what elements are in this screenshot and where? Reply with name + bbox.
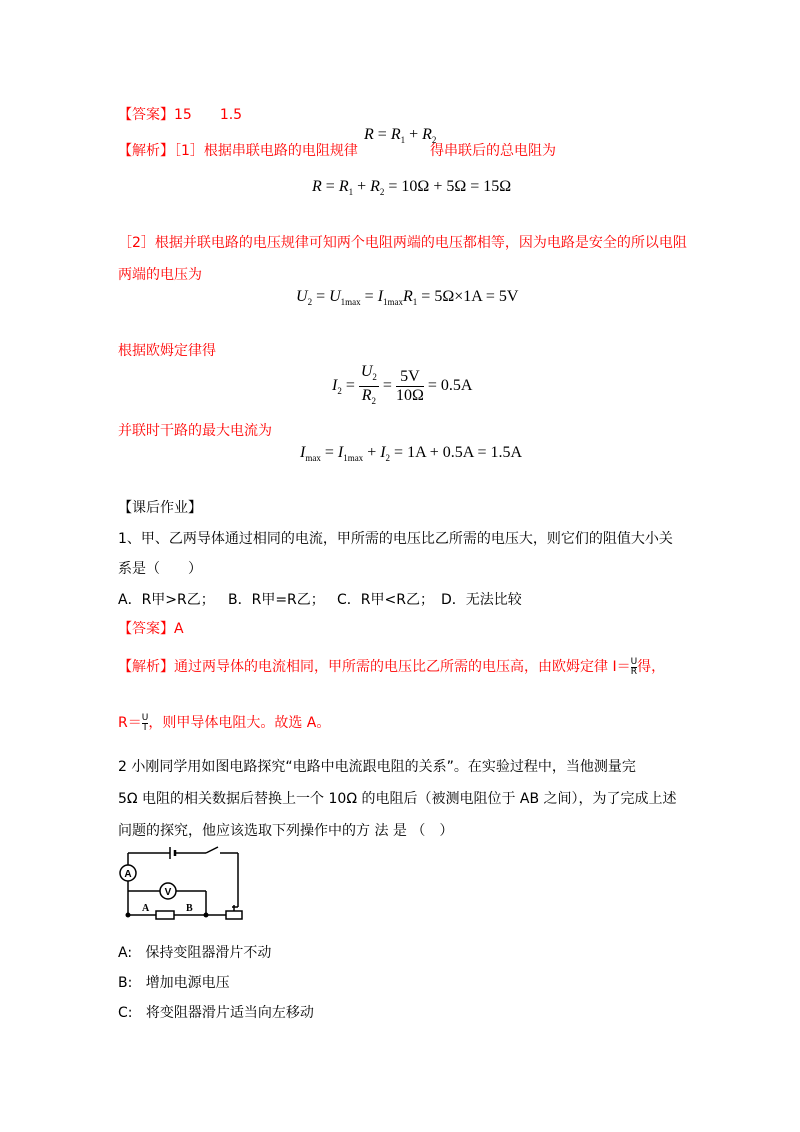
q2-line2: 5Ω 电阻的相关数据后替换上一个 10Ω 的电阻后（被测电阻位于 AB 之间），为了完成上述 (118, 791, 677, 807)
voltmeter-label: V (164, 887, 172, 898)
q2-line3: 问题的探究，他应该选取下列操作中的方 法 是 （ ） (118, 823, 454, 839)
circuit-diagram (118, 845, 258, 925)
formula-imax: $I_{max} = I_{1max} + I_2 = 1A + 0.5A = 1.5A$ (300, 444, 523, 463)
analysis-para2-line1: ［2］根据并联电路的电压规律可知两个电阻两端的电压都相等，因为电路是安全的所以电阻 (118, 235, 687, 251)
answer-tag: 【答案】 (118, 107, 174, 123)
formula-u2: $U_2 = U_{1max} = I_{1max}R_1 = 5\Omega\times 1A = 5V$ (296, 288, 519, 307)
answer-value: 15 1.5 (174, 107, 243, 123)
q1-answer-value: A (174, 621, 184, 637)
analysis-line-1 (118, 140, 358, 160)
formula-i2: $I_2$ = $\frac{U_2}{R_2}$ = $\frac{5V}{10\Omega}$ = 0.5A (332, 363, 473, 406)
answer-line (118, 104, 242, 124)
point-b-label: B (186, 903, 193, 914)
q1-line1: 1、甲、乙两导体通过相同的电流，甲所需的电压比乙所需的电压大，则它们的阻值大小关 (118, 531, 673, 547)
analysis-text-1b: 得串联后的总电阻为 (430, 143, 556, 159)
q2-option-b-key: B: (118, 975, 133, 991)
q1-answer (118, 618, 184, 638)
formula-total-resistance: $R = R_1 + R_2 = 10\Omega + 5\Omega = 15\Omega$ (312, 178, 512, 197)
ammeter-label: A (124, 869, 132, 880)
q1-analysis-conclusion: ，则甲导体电阻大。故选 A。 (148, 715, 331, 731)
q1-option-c: C．R甲<R乙； (337, 592, 434, 608)
q1-analysis-end: 得， (637, 659, 666, 675)
q1-answer-tag: 【答案】 (118, 621, 174, 637)
trunk-current-text: 并联时干路的最大电流为 (118, 423, 272, 439)
analysis-para2-line2: 两端的电压为 (118, 267, 202, 283)
q2-option-a-key: A: (118, 945, 133, 961)
q2-option-c-text: 将变阻器滑片适当向左移动 (145, 1005, 314, 1021)
q1-option-a: A．R甲>R乙； (118, 592, 215, 608)
q1-analysis-r-eq: R＝ (118, 715, 142, 731)
q1-analysis-tag: 【解析】 (118, 659, 174, 675)
analysis-tag: 【解析】 (118, 143, 174, 159)
q1-analysis-line1 (118, 656, 665, 677)
q2-option-c-key: C: (118, 1005, 133, 1021)
q1-analysis-text: 通过两导体的电流相同，甲所需的电压比乙所需的电压高，由欧姆定律 I＝ (174, 659, 631, 675)
q2-option-b (118, 972, 230, 992)
formula-series-rule: $R = R_1 + R_2$ (364, 126, 437, 145)
point-a-label: A (142, 903, 150, 914)
switch-lever (206, 847, 218, 853)
q1-option-d: D．无法比较 (441, 592, 522, 608)
q2-option-c (118, 1002, 314, 1022)
q1-option-b: B．R甲=R乙； (228, 592, 325, 608)
q1-analysis-line2 (118, 712, 330, 733)
homework-heading: 【课后作业】 (118, 500, 202, 516)
q2-option-b-text: 增加电源电压 (145, 975, 230, 991)
ohm-law-text: 根据欧姆定律得 (118, 343, 216, 359)
q1-fraction-u-over-i: $\frac{U}{I}$ (141, 712, 149, 733)
resistor-ab (156, 911, 174, 919)
q1-line2: 系是（ ） (118, 561, 202, 577)
rheostat (226, 911, 242, 919)
q1-fraction-u-over-r: $\frac{U}{R}$ (630, 656, 638, 677)
q2-option-a (118, 942, 271, 962)
q2-option-a-text: 保持变阻器滑片不动 (145, 945, 272, 961)
q2-line1: 2 小刚同学用如图电路探究“电路中电流跟电阻的关系”。在实验过程中，当他测量完 (118, 759, 636, 775)
analysis-text-1a: ［1］根据串联电路的电阻规律 (174, 143, 358, 159)
